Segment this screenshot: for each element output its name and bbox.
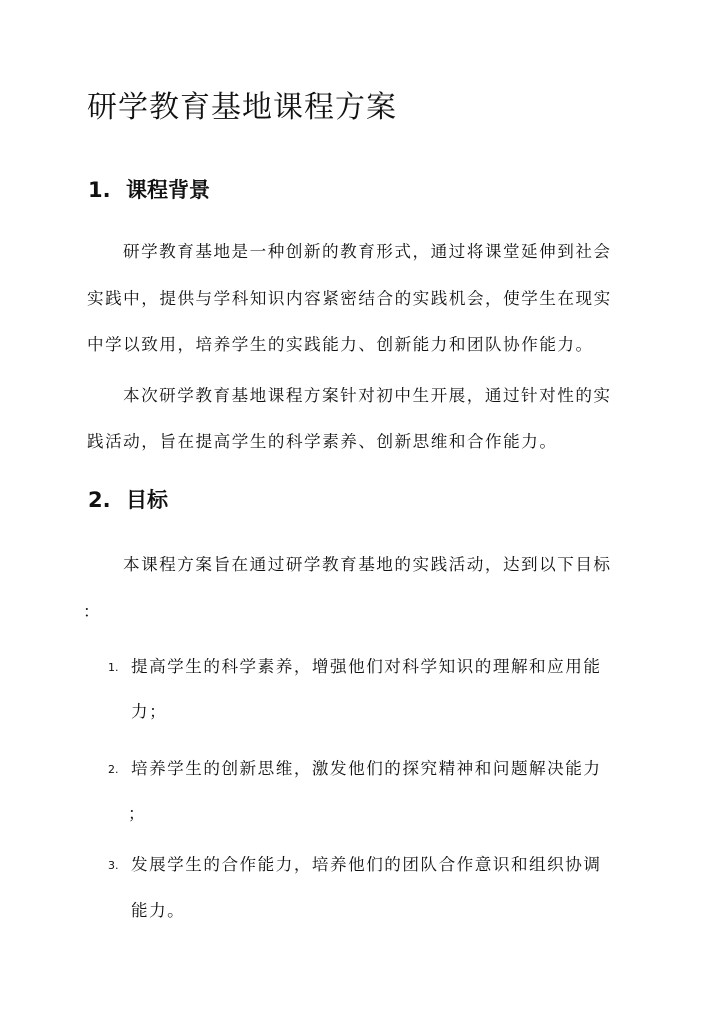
section-number: 2. — [88, 488, 111, 512]
list-item-number: 1. — [108, 661, 119, 674]
paragraph-line: 本次研学教育基地课程方案针对初中生开展，通过针对性的实 — [123, 386, 612, 405]
list-item-line: ； — [128, 804, 147, 823]
paragraph-line: 践活动，旨在提高学生的科学素养、创新思维和合作能力。 — [87, 432, 558, 451]
paragraph-line: 实践中，提供与学科知识内容紧密结合的实践机会，使学生在现实 — [87, 289, 612, 308]
list-item-line: 能力。 — [131, 901, 186, 920]
section-heading-background — [88, 175, 210, 205]
paragraph-line: ： — [83, 602, 102, 621]
section-number: 1. — [88, 178, 111, 202]
document-title: 研学教育基地课程方案 — [87, 90, 397, 125]
section-title: 课程背景 — [126, 178, 210, 202]
section-title: 目标 — [126, 488, 168, 512]
paragraph-line: 本课程方案旨在通过研学教育基地的实践活动，达到以下目标 — [123, 555, 612, 574]
list-item-number: 2. — [108, 763, 119, 776]
list-item-line: 培养学生的创新思维，激发他们的探究精神和问题解决能力 — [131, 759, 602, 778]
list-item-line: 提高学生的科学素养，增强他们对科学知识的理解和应用能 — [131, 657, 602, 676]
list-item-number: 3. — [108, 859, 119, 872]
paragraph-line: 中学以致用，培养学生的实践能力、创新能力和团队协作能力。 — [87, 335, 594, 354]
paragraph-line: 研学教育基地是一种创新的教育形式，通过将课堂延伸到社会 — [123, 242, 612, 261]
section-heading-goals — [88, 485, 168, 515]
list-item-line: 发展学生的合作能力，培养他们的团队合作意识和组织协调 — [131, 855, 602, 874]
list-item-line: 力； — [131, 702, 168, 721]
